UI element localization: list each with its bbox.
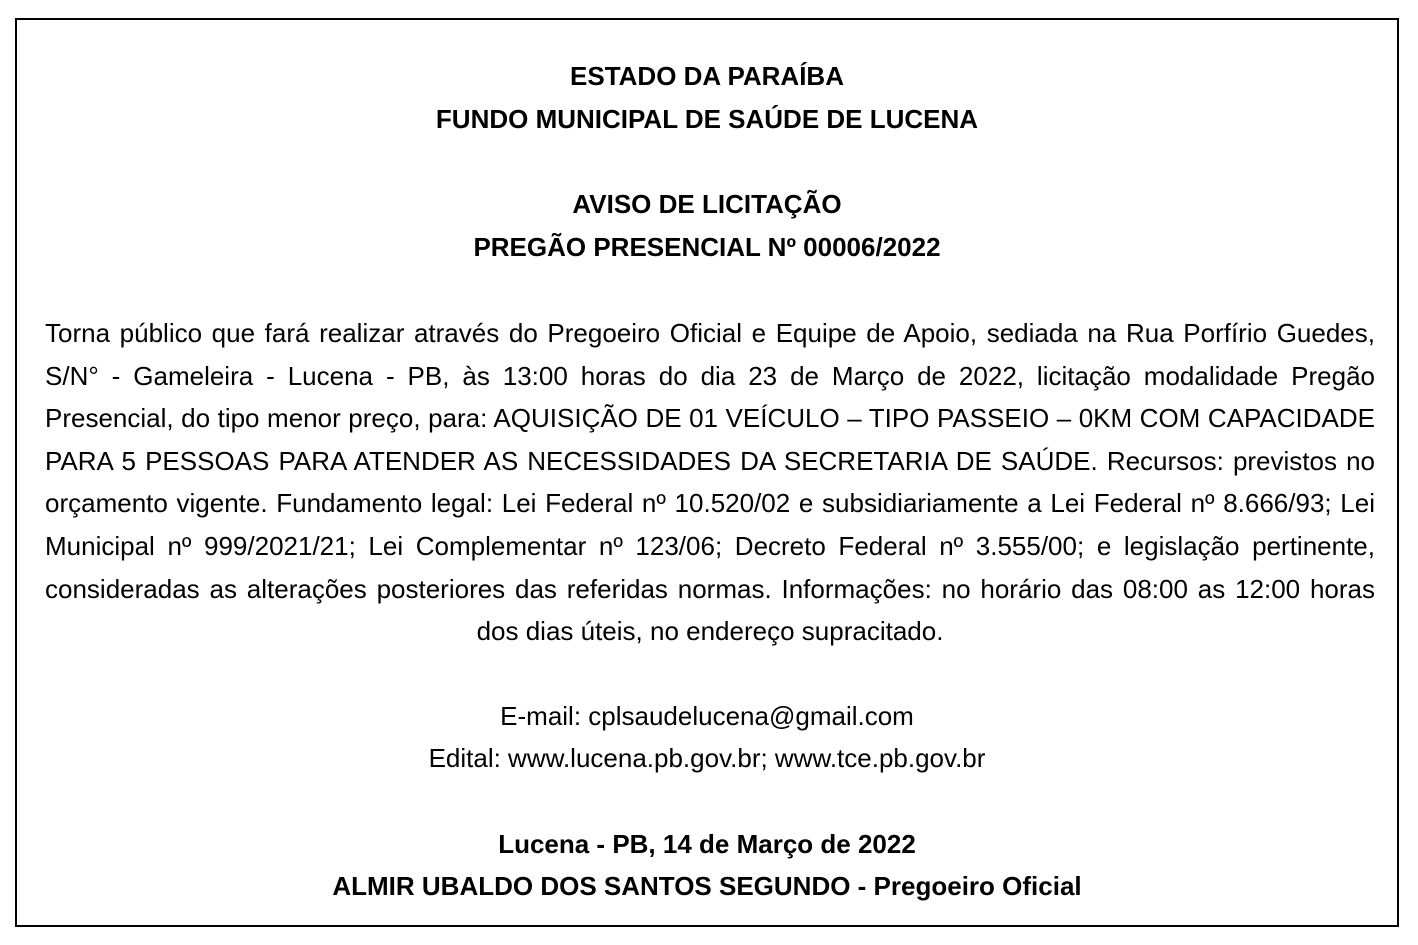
contact-email: E-mail: cplsaudelucena@gmail.com bbox=[500, 701, 914, 731]
state-heading: ESTADO DA PARAÍBA bbox=[570, 61, 844, 91]
notice-title: AVISO DE LICITAÇÃO bbox=[572, 189, 842, 219]
edital-links: Edital: www.lucena.pb.gov.br; www.tce.pb.gov.br bbox=[428, 743, 986, 773]
entity-heading: FUNDO MUNICIPAL DE SAÚDE DE LUCENA bbox=[435, 104, 979, 134]
notice-paragraph: Torna público que fará realizar através do Pregoeiro Oficial e Equipe de Apoio, sediada na Rua Porfírio Guedes, S/N° - Gameleira - Lucena - PB, às 13:00 horas do dia 23 de Março de 2022, licitação modalidade Pregão Presencial, do tipo menor preço, para: AQUISIÇÃO DE 01 VEÍCULO – TIPO PASSEIO – 0KM COM CAPACIDADE PARA 5 PESSOAS PARA ATENDER AS NECESSIDADES DA SECRETARIA DE SAÚDE. Recursos: previstos no orçamento vigente. Fundamento legal: Lei Federal nº 10.520/02 e subsidiariamente a Lei Federal nº 8.666/93; Lei Municipal nº 999/2021/21; Lei Complementar nº 123/06; Decreto Federal nº 3.555/00; e legislação pertinente, consideradas as alterações posteriores das referidas normas. Informações: no horário das 08:00 as 12:00 horas dos dias úteis, no endereço supracitado. bbox=[45, 318, 1375, 647]
notice-frame bbox=[15, 18, 1399, 927]
notice-subtitle: PREGÃO PRESENCIAL Nº 00006/2022 bbox=[473, 232, 941, 262]
place-date: Lucena - PB, 14 de Março de 2022 bbox=[498, 829, 916, 859]
signatory: ALMIR UBALDO DOS SANTOS SEGUNDO - Pregoeiro Oficial bbox=[332, 871, 1082, 901]
